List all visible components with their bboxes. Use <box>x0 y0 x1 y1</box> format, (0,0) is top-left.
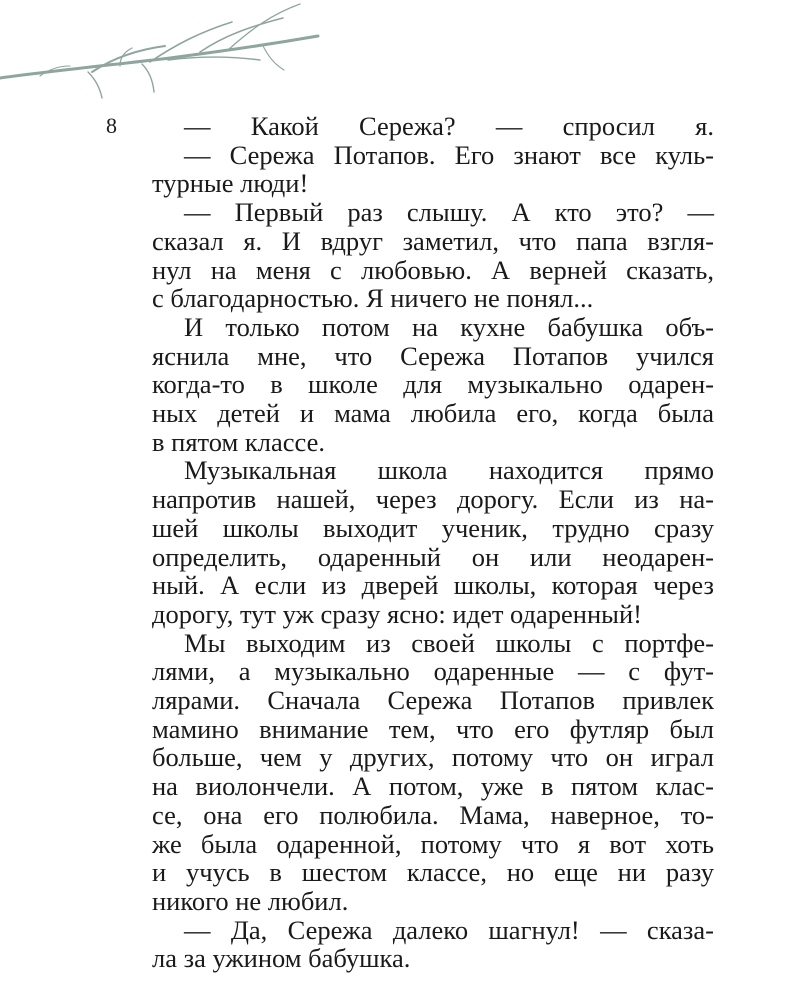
text-line: когда-то в школе для музыкально одарен- <box>152 369 714 400</box>
text-line: никого не любил. <box>152 885 349 916</box>
text-line: напротив нашей, через дорогу. Если из на- <box>152 484 714 515</box>
body-text <box>152 112 714 973</box>
text-line: турные люди! <box>152 168 309 199</box>
text-line: ла за ужином бабушка. <box>152 943 411 974</box>
text-line: Мы выходим из своей школы с портфе- <box>184 627 714 658</box>
text-line: — Первый раз слышу. А кто это? — <box>184 197 714 228</box>
text-line: Музыкальная школа находится прямо <box>184 455 714 486</box>
text-line: шей школы выходит ученик, трудно сразу <box>152 512 714 543</box>
text-line: се, она его полюбила. Мама, наверное, то- <box>152 799 714 830</box>
text-line: дорогу, тут уж сразу ясно: идет одаренный! <box>152 598 642 629</box>
text-line: ных детей и мама любила его, когда была <box>152 398 714 429</box>
text-line: нул на меня с любовью. А верней сказать, <box>152 254 714 285</box>
page-number: 8 <box>106 113 117 138</box>
text-line: на виолончели. А потом, уже в пятом клас- <box>152 771 714 802</box>
text-line: сказал я. И вдруг заметил, что папа взгля- <box>152 225 714 256</box>
text-line: с благодарностью. Я ничего не понял... <box>152 283 594 314</box>
text-line: И только потом на кухне бабушка объ- <box>184 311 714 342</box>
text-line: лярами. Сначала Сережа Потапов привлек <box>152 685 714 716</box>
text-line: — Сережа Потапов. Его знают все куль- <box>184 139 714 170</box>
text-line: ный. А если из дверей школы, которая через <box>152 570 714 601</box>
text-line: — Да, Сережа далеко шагнул! — сказа- <box>184 914 714 945</box>
text-line: яснила мне, что Сережа Потапов учился <box>152 340 714 371</box>
text-line: — Какой Сережа? — спросил я. <box>184 111 714 141</box>
branch-decoration <box>0 0 330 115</box>
text-line: лями, а музыкально одаренные — с фут- <box>152 656 714 687</box>
text-line: же была одаренной, потому что я вот хоть <box>152 828 714 859</box>
text-line: больше, чем у других, потому что он играл <box>152 742 714 773</box>
text-line: определить, одаренный он или неодарен- <box>152 541 714 572</box>
text-line: и учусь в шестом классе, но еще ни разу <box>152 857 714 888</box>
text-line: мамино внимание тем, что его футляр был <box>152 713 714 744</box>
text-line: в пятом классе. <box>152 426 325 457</box>
